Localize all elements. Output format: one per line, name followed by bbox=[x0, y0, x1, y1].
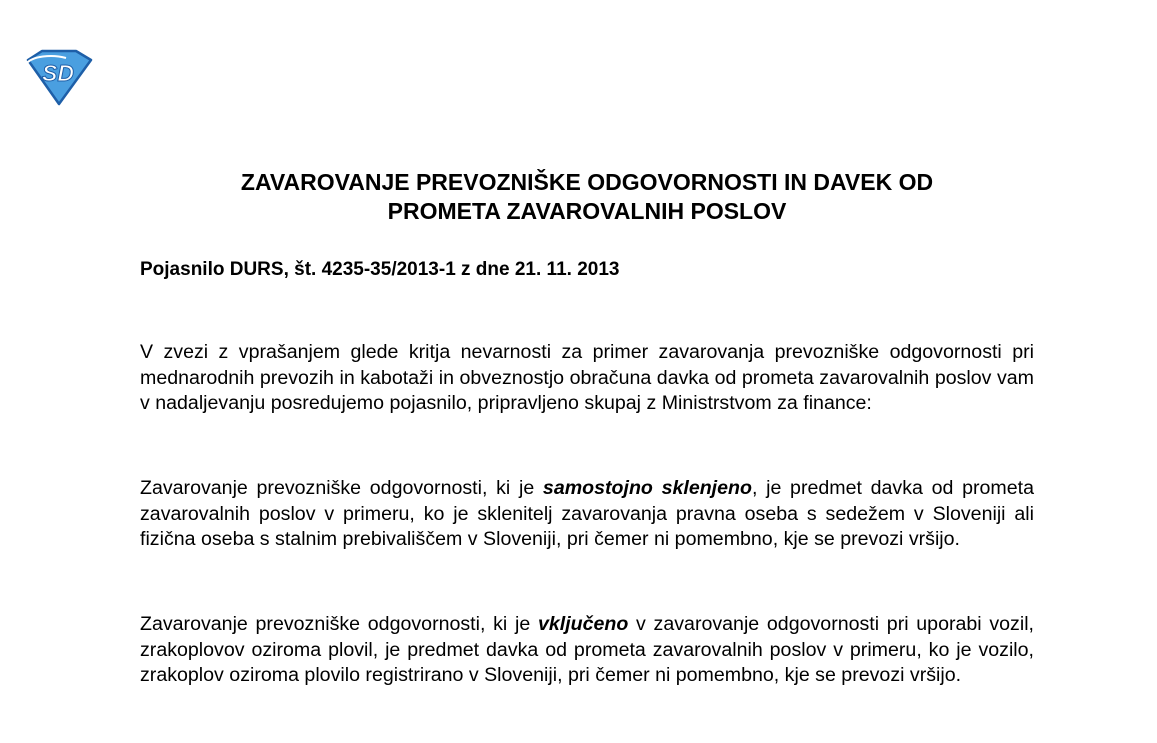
paragraph-2-before: Zavarovanje prevozniške odgovornosti, ki je bbox=[140, 477, 543, 499]
title-line-2: PROMETA ZAVAROVALNIH POSLOV bbox=[387, 198, 787, 224]
shield-logo-icon bbox=[22, 48, 96, 106]
paragraph-2-after: , je predmet davka od prometa zavarovalnih poslov v primeru, ko je sklenitelj zavarovanja pravna oseba s sedežem v Sloveniji ali fizična oseba s stalnim prebivališčem v Sloveniji, pri čemer ni pomembno, kje se prevozi vršijo. bbox=[140, 477, 1034, 550]
paragraph-1: V zvezi z vprašanjem glede kritja nevarnosti za primer zavarovanja prevozniške odgovornosti pri mednarodnih prevozih in kabotaži in obveznostjo obračuna davka od prometa zavarovalnih poslov vam v nadaljevanju posredujemo pojasnilo, pripravljeno skupaj z Ministrstvom za finance: bbox=[140, 341, 1034, 414]
title-line-1: ZAVAROVANJE PREVOZNIŠKE ODGOVORNOSTI IN DAVEK OD bbox=[240, 169, 934, 195]
paragraph-2 bbox=[140, 476, 1034, 553]
document-reference: Pojasnilo DURS, št. 4235-35/2013-1 z dne 21. 11. 2013 bbox=[140, 259, 620, 280]
paragraph-3-before: Zavarovanje prevozniške odgovornosti, ki je bbox=[140, 613, 538, 635]
paragraph-3-emphasis: vključeno bbox=[537, 613, 629, 635]
company-logo bbox=[22, 48, 96, 106]
paragraph-3 bbox=[140, 612, 1034, 689]
logo-lettering: SD bbox=[42, 60, 74, 86]
paragraph-3-after: v zavarovanje odgovornosti pri uporabi vozil, zrakoplovov oziroma plovil, je predmet davka od prometa zavarovalnih poslov v primeru, ko je vozilo, zrakoplov oziroma plovilo registrirano v Sloveniji, pri čemer ni pomembno, kje se prevozi vršijo. bbox=[140, 613, 1034, 686]
document-title bbox=[0, 168, 1157, 226]
paragraph-2-emphasis: samostojno sklenjeno bbox=[542, 477, 752, 499]
